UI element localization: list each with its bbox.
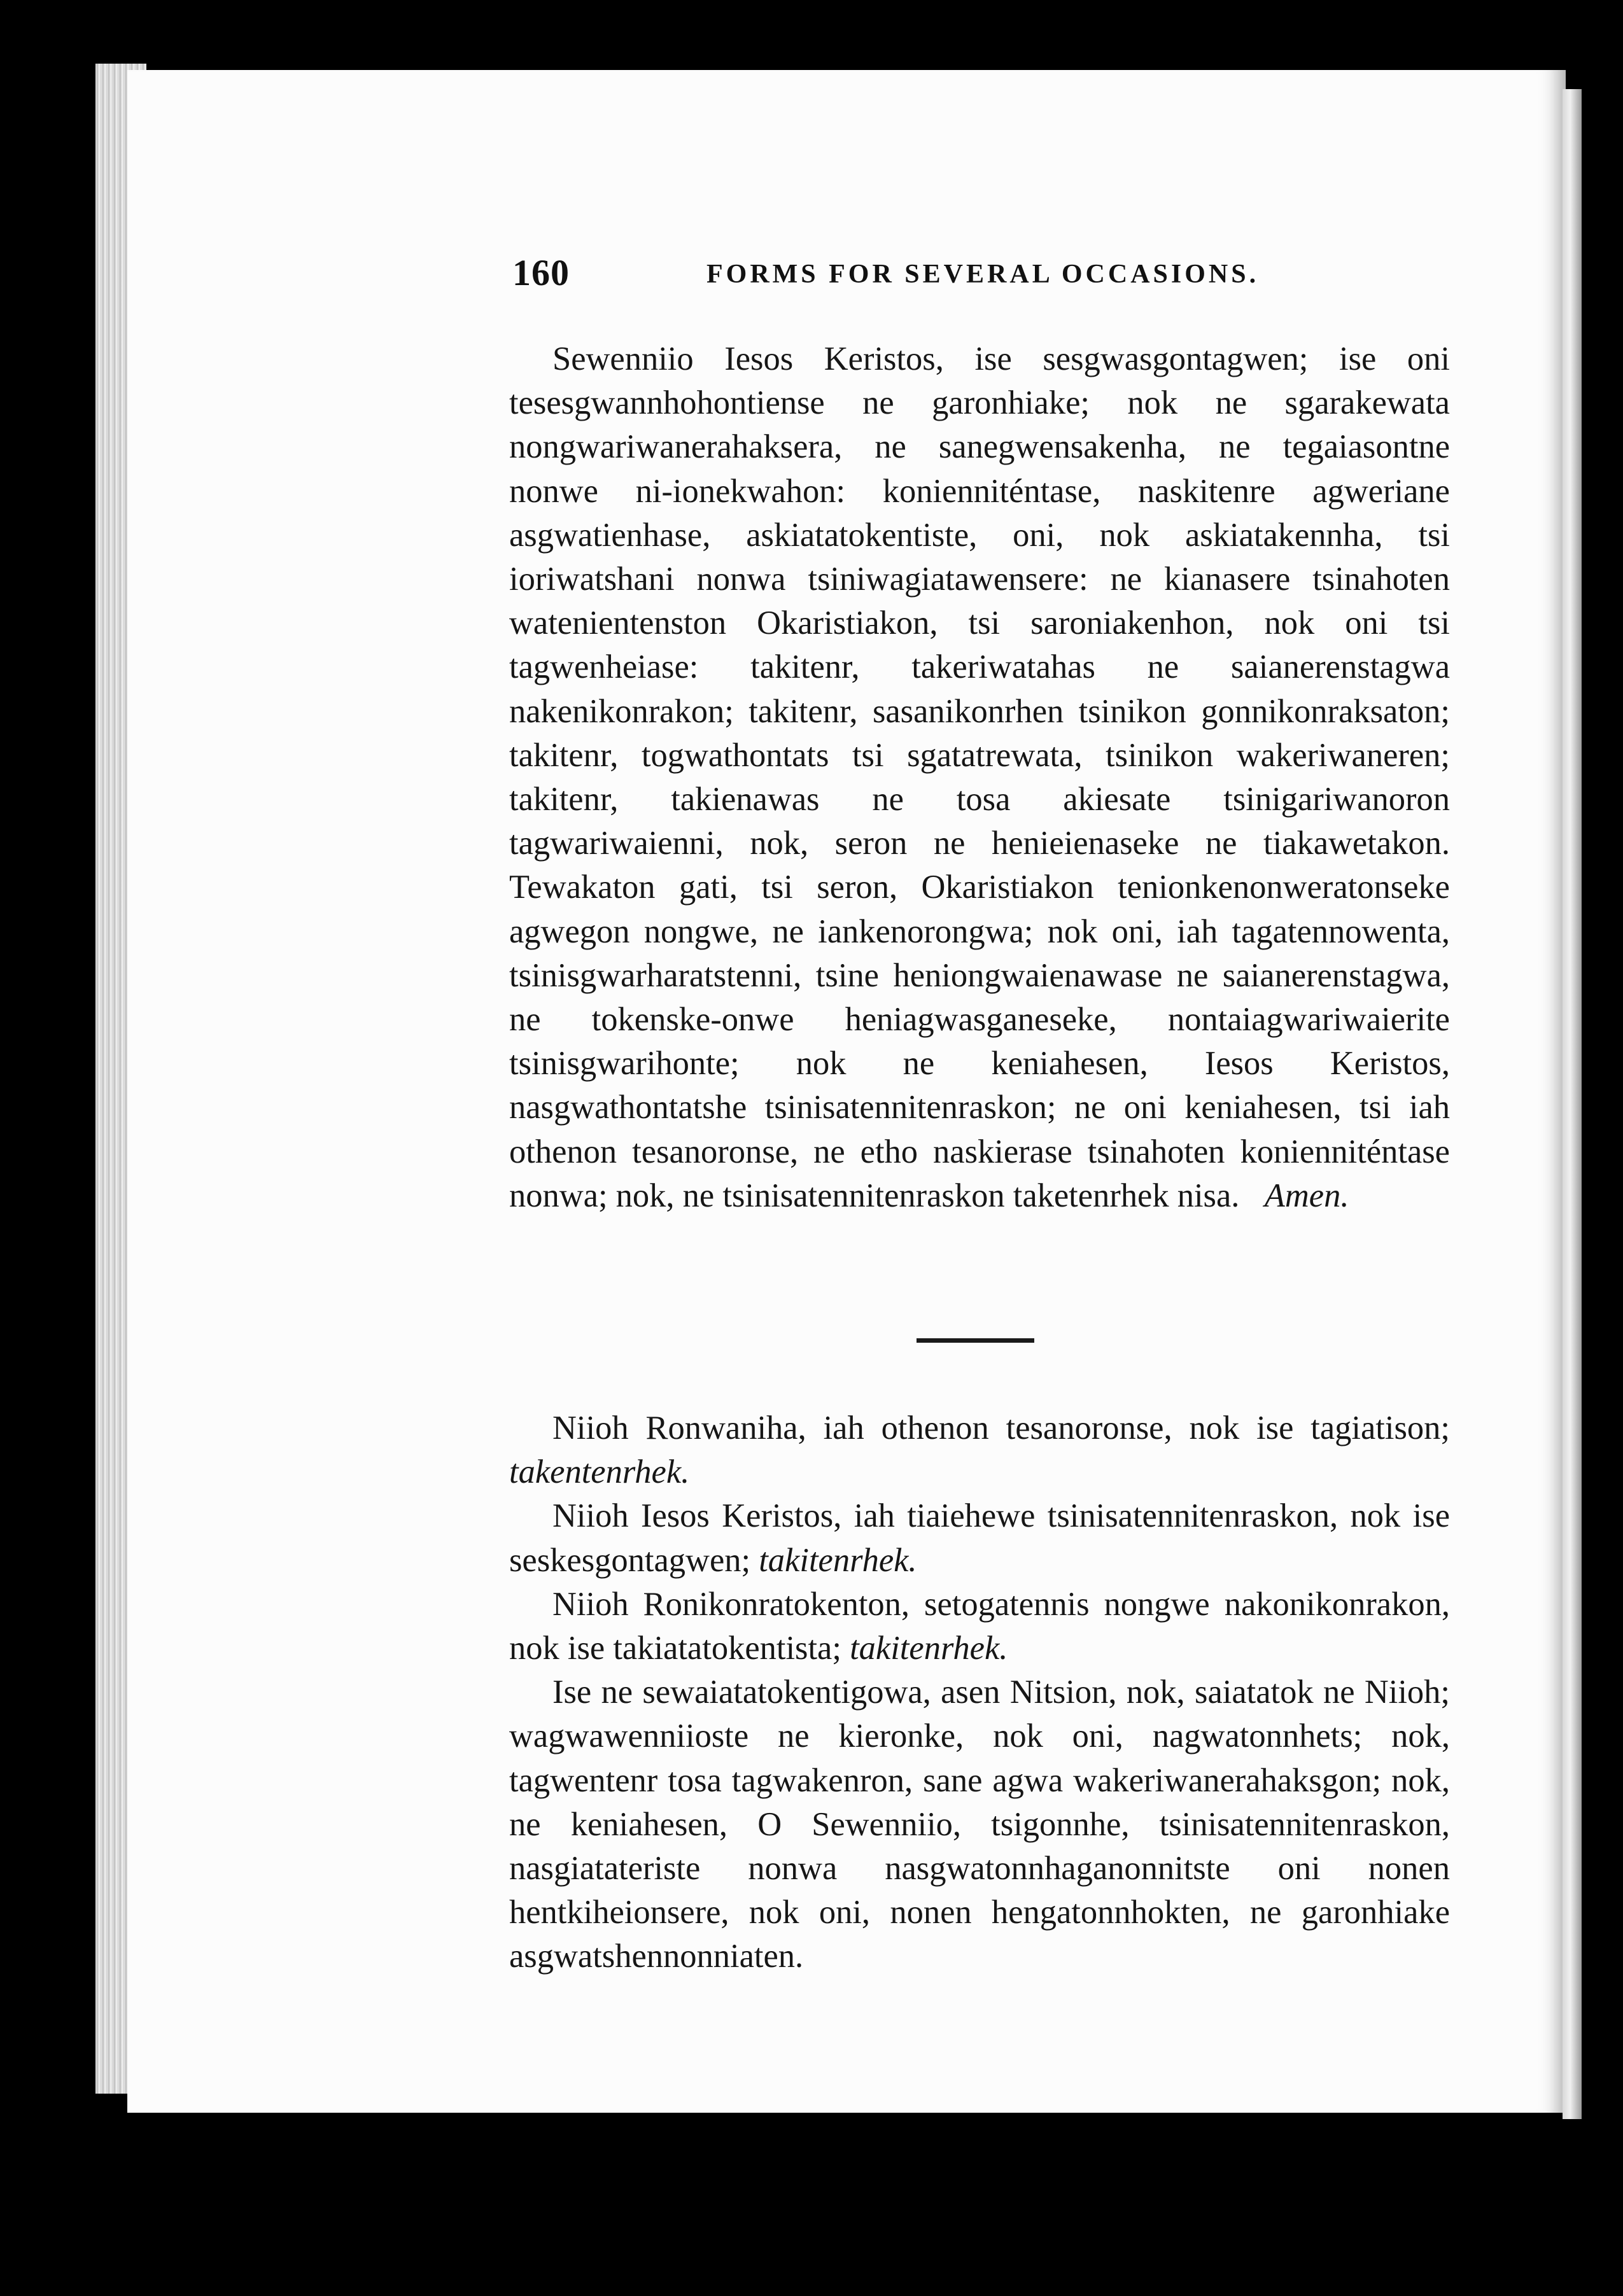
page-number: 160 (512, 252, 570, 293)
page-header (512, 251, 1340, 309)
prayer-paragraph (509, 337, 1450, 1218)
response-text: Niioh Ronikonratokenton, setogatennis nongwe nakonikonrakon, nok ise takiatatokentista; (509, 1585, 1450, 1667)
response-text: Ise ne sewaiatatokentigowa, asen Nitsion, nok, saiatatok ne Niioh; wagwawenniioste ne kieronke, nok oni, nagwatonnhets; nok, tagwentenr tosa tagwakenron, sane agwa wakeriwanerahaksgon; nok, ne keniahesen, O Sewenniio, tsigonnhe, tsinisatennitenraskon, nasgiatateriste nonwa nasgwatonnhaganonnitste oni nonen hentkiheionsere, nok oni, nonen hengatonnhokten, ne garonhiake asgwatshennonniaten. (509, 1674, 1450, 1975)
running-head: FORMS FOR SEVERAL OCCASIONS. (706, 260, 1260, 289)
prayer-text (509, 337, 1450, 1218)
response-text: Niioh Iesos Keristos, iah tiaiehewe tsinisatennitenraskon, nok ise seskesgontagwen; (509, 1497, 1450, 1579)
section-divider (917, 1338, 1034, 1343)
response-paragraph (509, 1406, 1450, 1494)
response-italic: takitenrhek. (759, 1541, 917, 1579)
response-italic: takitenrhek. (850, 1630, 1008, 1667)
response-text: Niioh Ronwaniha, iah othenon tesanoronse, nok ise tagiatison; (552, 1410, 1450, 1446)
prayer-body: Sewenniio Iesos Keristos, ise sesgwasgontagwen; ise oni tesesgwannhohontiense ne garonhiake; nok ne sgarakewata nongwariwanerahaksera, ne sanegwensakenha, ne tegaiasontne nonwe ni-ionekwahon: konienniténtase, naskitenre agweriane asgwatienhase, askiatatokentiste, oni, nok askiatakennha, tsi ioriwatshani nonwa tsiniwagiatawensere: ne kianasere tsinahoten watenientenston Okaristiakon, tsi saroniakenhon, nok oni tsi tagwenheiase: takitenr, takeriwatahas ne saianerenstagwa nakenikonrakon; takitenr, sasanikonrhen tsinikon gonnikonraksaton; takitenr, togwathontats tsi sgatatrewata, tsinikon wakeriwaneren; takitenr, takienawas ne tosa akiesate tsinigariwanoron tagwariwaienni, nok, seron ne henieienaseke ne tiakawetakon. Tewakaton gati, tsi seron, Okaristiakon tenionkenonweratonseke agwegon nongwe, ne iankenorongwa; nok oni, iah tagatennowenta, tsinisgwarharatstenni, tsine heniongwaienawase ne saianerenstagwa, ne tokenske-onwe heniagwasganeseke, nontaiagwariwaierite tsinisgwarihonte; nok ne keniahesen, Iesos Keristos, nasgwathontatshe tsinisatennitenraskon; ne oni keniahesen, tsi iah othenon tesanoronse, ne etho naskierase tsinahoten konienniténtase nonwa; nok, ne tsinisatennitenraskon taketenrhek nisa. (509, 340, 1450, 1214)
page-gutter-edge (1563, 89, 1582, 2119)
response-paragraph (509, 1670, 1450, 1978)
amen: Amen. (1264, 1177, 1349, 1214)
response-italic: takentenrhek. (509, 1453, 690, 1491)
response-paragraph (509, 1583, 1450, 1670)
responses-block (509, 1406, 1450, 1979)
response-paragraph (509, 1494, 1450, 1582)
